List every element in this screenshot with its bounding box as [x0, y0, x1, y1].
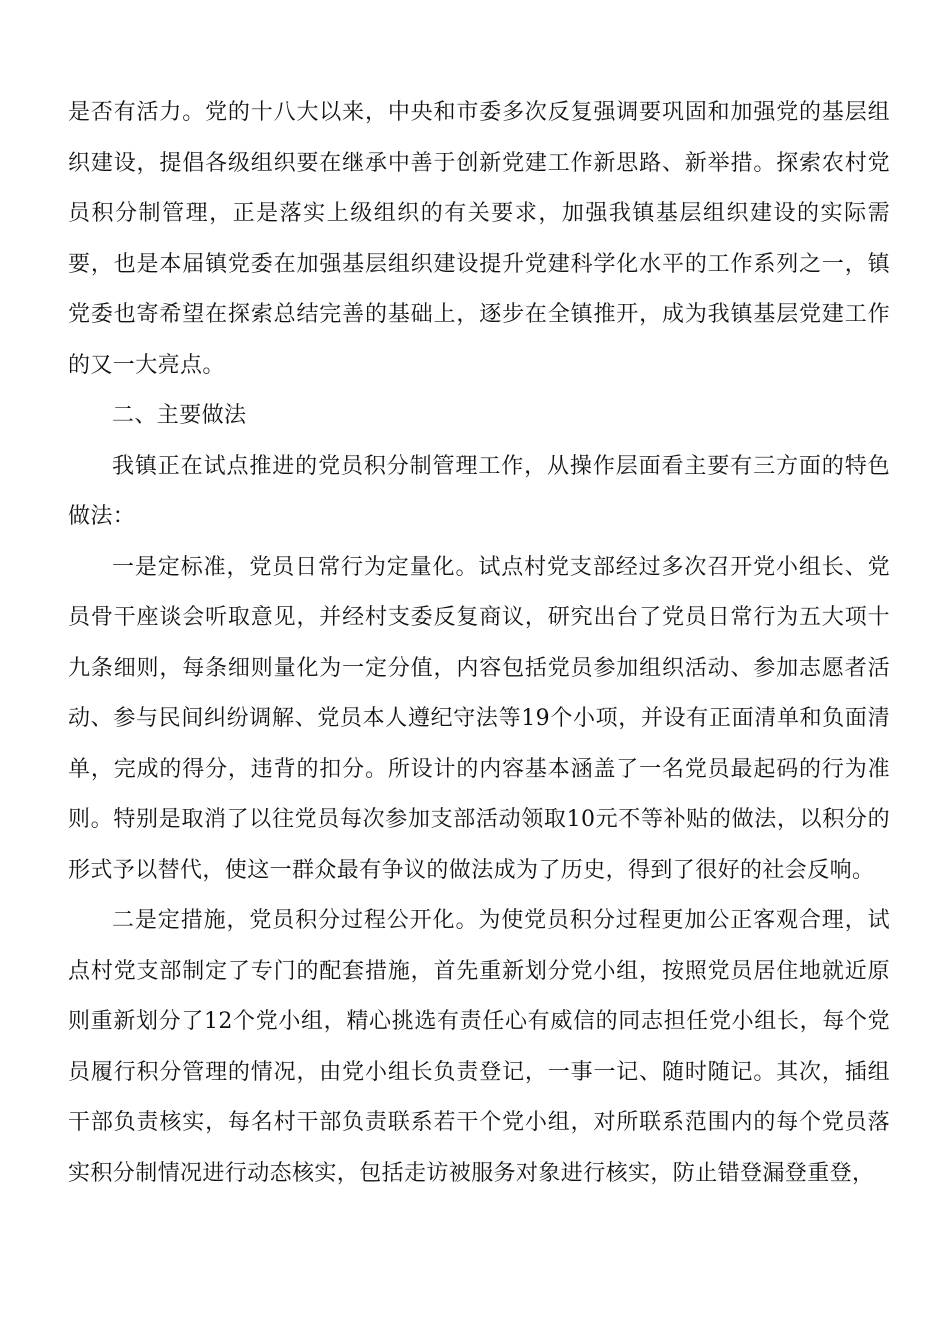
- paragraph-practices-overview: 我镇正在试点推进的党员积分制管理工作，从操作层面看主要有三方面的特色做法：: [68, 453, 890, 529]
- paragraph-intro-continuation: 是否有活力。党的十八大以来，中央和市委多次反复强调要巩固和加强党的基层组织建设，提倡各级组织要在继承中善于创新党建工作新思路、新举措。探索农村党员积分制管理，正是落实上级组织的有关要求，加强我镇基层组织建设的实际需要，也是本届镇党委在加强基层组织建设提升党建科学化水平的工作系列之一，镇党委也寄希望在探索总结完善的基础上，逐步在全镇推开，成为我镇基层党建工作的又一大亮点。: [68, 100, 890, 378]
- document-page: [68, 88, 890, 1199]
- paragraph-practice-one: 一是定标准，党员日常行为定量化。试点村党支部经过多次召开党小组长、党员骨干座谈会听取意见，并经村支委反复商议，研究出台了党员日常行为五大项十九条细则，每条细则量化为一定分值，内容包括党员参加组织活动、参加志愿者活动、参与民间纠纷调解、党员本人遵纪守法等19个小项，并设有正面清单和负面清单，完成的得分，违背的扣分。所设计的内容基本涵盖了一名党员最起码的行为准则。特别是取消了以往党员每次参加支部活动领取10元不等补贴的做法，以积分的形式予以替代，使这一群众最有争议的做法成为了历史，得到了很好的社会反响。: [68, 554, 890, 883]
- paragraph-practice-two: 二是定措施，党员积分过程公开化。为使党员积分过程更加公正客观合理，试点村党支部制定了专门的配套措施，首先重新划分党小组，按照党员居住地就近原则重新划分了12个党小组，精心挑选有责任心有威信的同志担任党小组长，每个党员履行积分管理的情况，由党小组长负责登记，一事一记、随时随记。其次，插组干部负责核实，每名村干部负责联系若干个党小组，对所联系范围内的每个党员落实积分制情况进行动态核实，包括走访被服务对象进行核实，防止错登漏登重登，: [68, 908, 890, 1186]
- section-heading-main-practices: 二、主要做法: [112, 403, 247, 428]
